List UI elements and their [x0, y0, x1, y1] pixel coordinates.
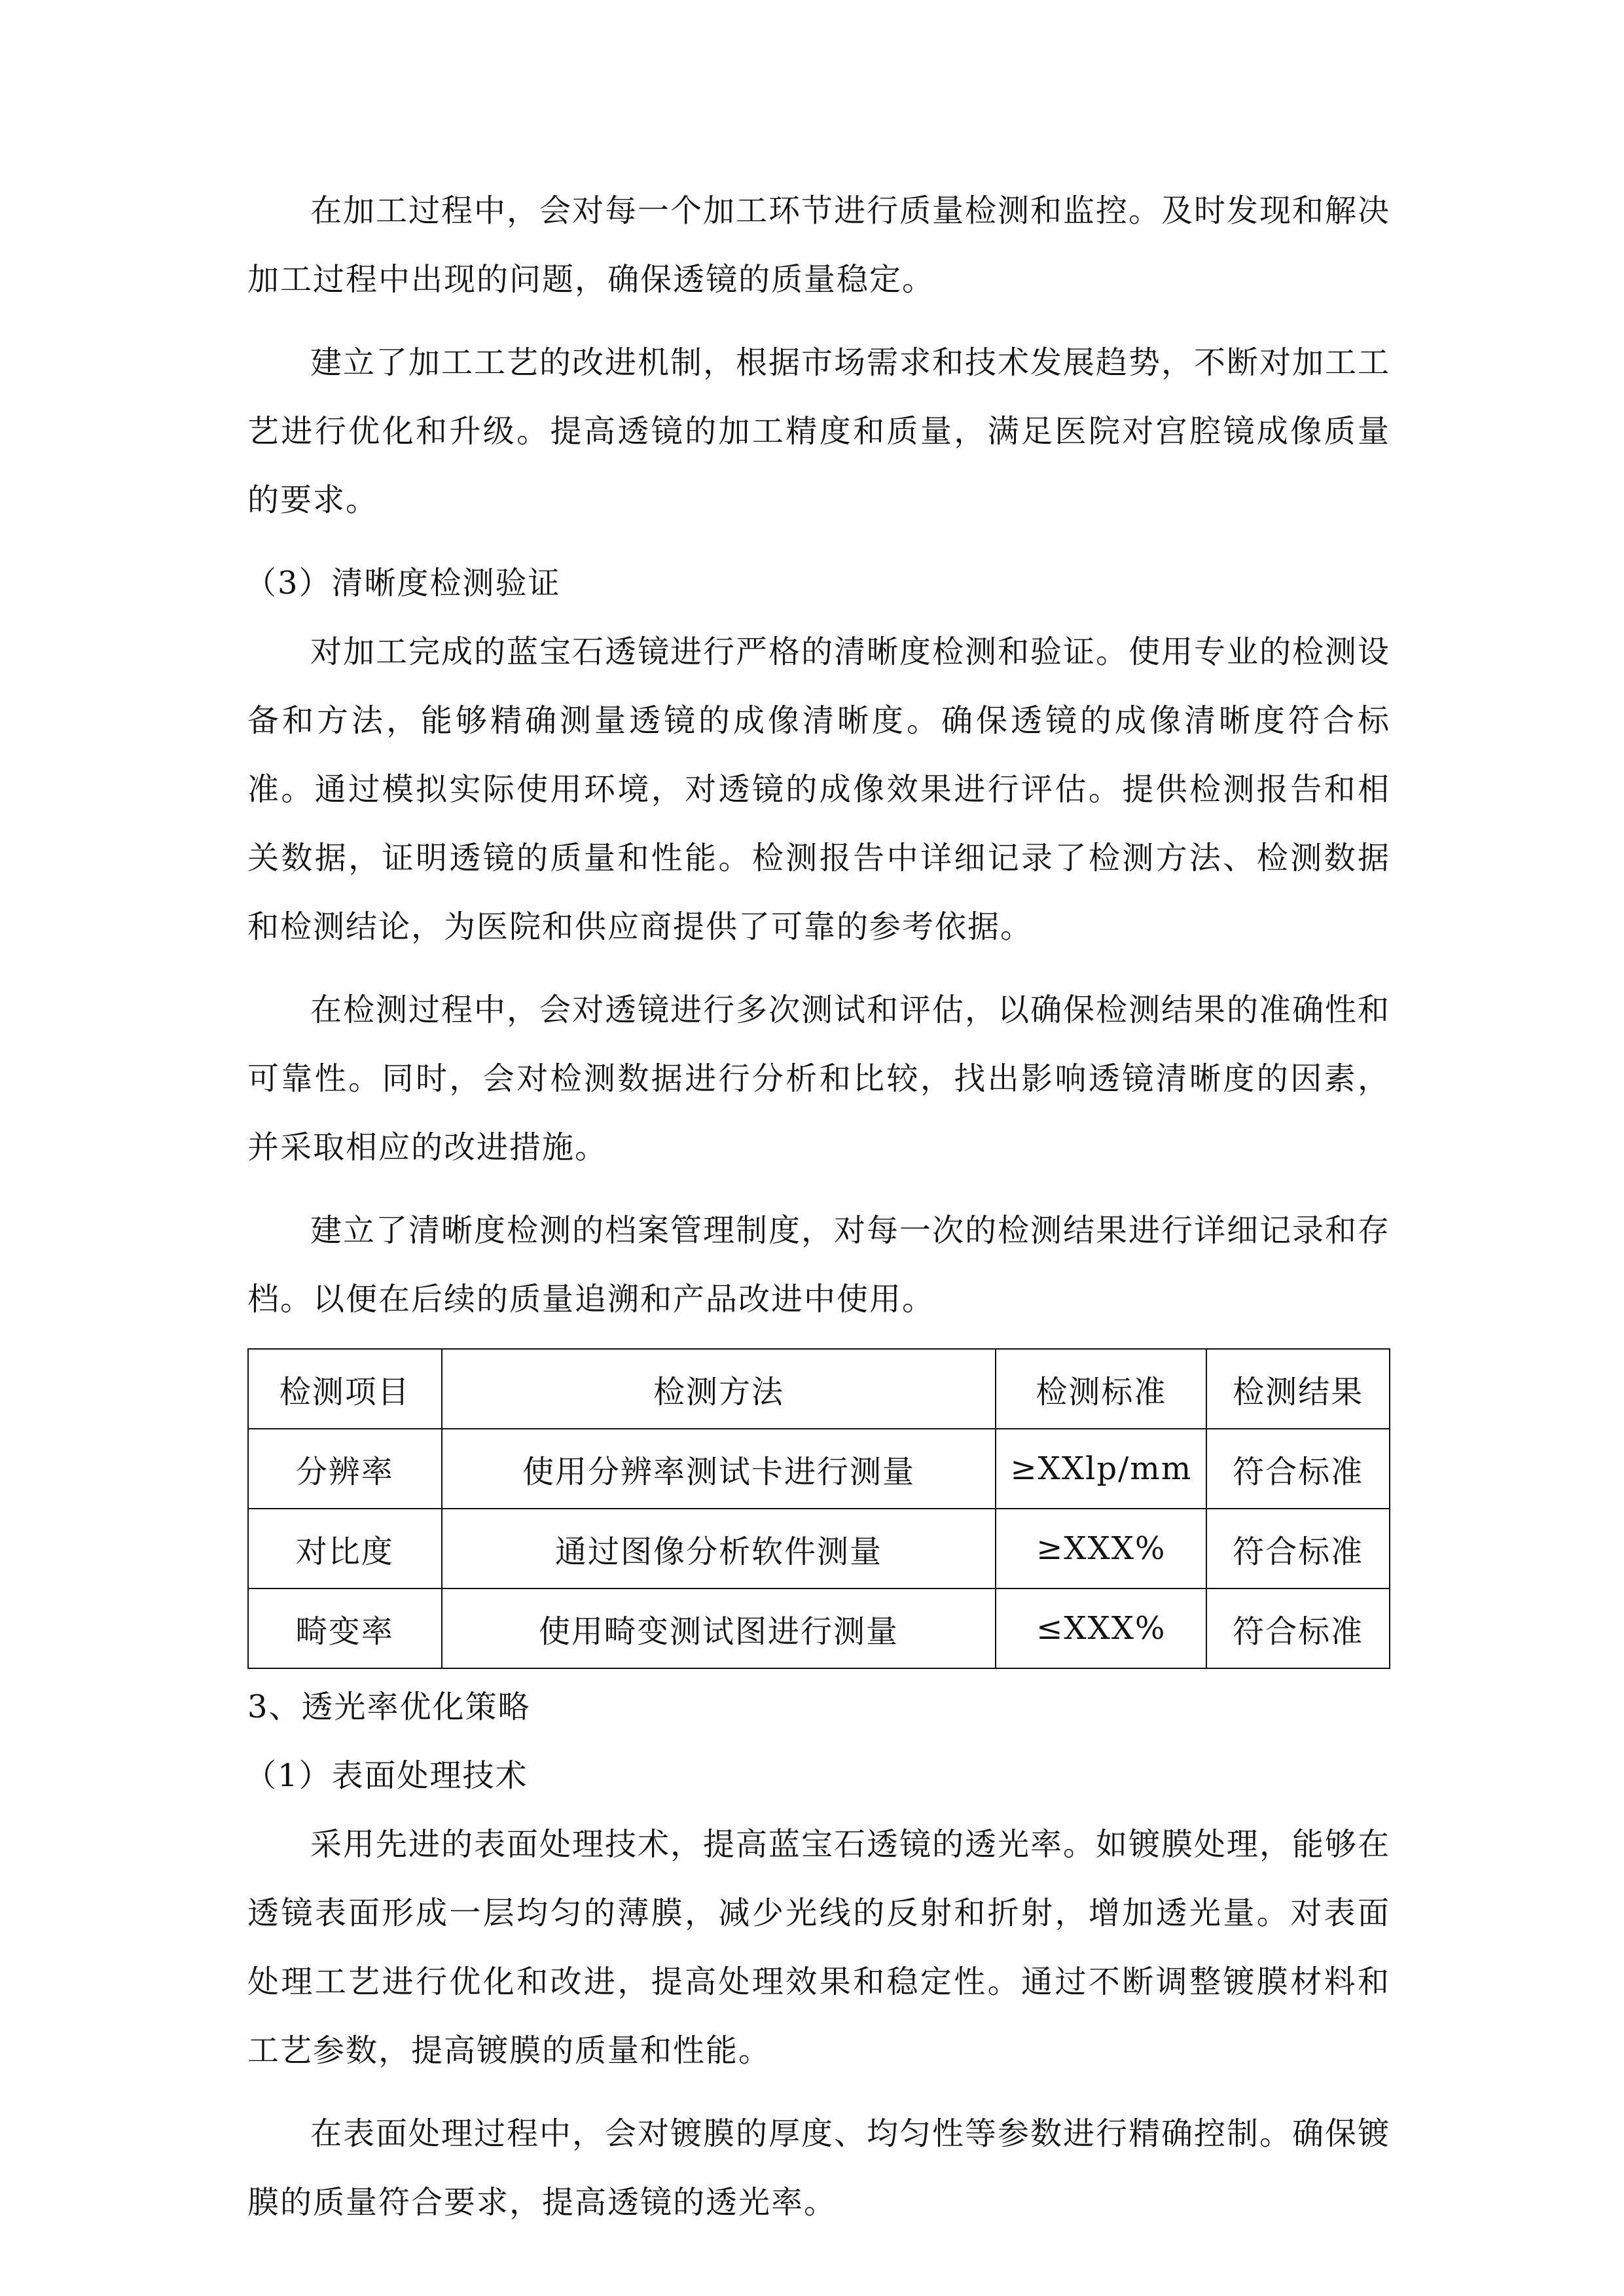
paragraph-archive-system: 建立了清晰度检测的档案管理制度，对每一次的检测结果进行详细记录和存档。以便在后续的质量追溯和产品改进中使用。	[247, 1212, 1391, 1318]
paragraph-clarity-testing: 对加工完成的蓝宝石透镜进行严格的清晰度检测和验证。使用专业的检测设备和方法，能够精确测量透镜的成像清晰度。确保透镜的成像清晰度符合标准。通过模拟实际使用环境，对透镜的成像效果进行评估。提供检测报告和相关数据，证明透镜的质量和性能。检测报告中详细记录了检测方法、检测数据和检测结论，为医院和供应商提供了可靠的参考依据。	[247, 634, 1391, 945]
table-header-cell: 检测方法	[442, 1349, 996, 1429]
table-header-cell: 检测结果	[1206, 1349, 1390, 1429]
table-cell: 符合标准	[1206, 1509, 1390, 1588]
table-cell: ≥XXlp/mm	[996, 1429, 1206, 1509]
table-row	[248, 1588, 1390, 1668]
table-cell: ≥XXX%	[996, 1509, 1206, 1588]
table-cell: 对比度	[248, 1509, 442, 1588]
table-cell: 分辨率	[248, 1429, 442, 1509]
heading-transmittance-strategy: 3、透光率优化策略	[247, 1689, 531, 1725]
paragraph-testing-process: 在检测过程中，会对透镜进行多次测试和评估，以确保检测结果的准确性和可靠性。同时，会对检测数据进行分析和比较，找出影响透镜清晰度的因素，并采取相应的改进措施。	[247, 992, 1391, 1166]
inspection-table	[247, 1348, 1390, 1669]
table-cell: ≤XXX%	[996, 1588, 1206, 1668]
paragraph-process-improvement: 建立了加工工艺的改进机制，根据市场需求和技术发展趋势，不断对加工工艺进行优化和升级。提高透镜的加工精度和质量，满足医院对宫腔镜成像质量的要求。	[247, 344, 1391, 518]
document-page	[247, 177, 1390, 2251]
table-row	[248, 1509, 1390, 1588]
table-header-row	[248, 1349, 1390, 1429]
table-header-cell: 检测标准	[996, 1349, 1206, 1429]
table-row	[248, 1429, 1390, 1509]
table-cell: 使用分辨率测试卡进行测量	[442, 1429, 996, 1509]
table-cell: 符合标准	[1206, 1429, 1390, 1509]
table-header-cell: 检测项目	[248, 1349, 442, 1429]
heading-clarity-verification: （3）清晰度检测验证	[245, 565, 561, 601]
paragraph-coating-technology: 采用先进的表面处理技术，提高蓝宝石透镜的透光率。如镀膜处理，能够在透镜表面形成一层均匀的薄膜，减少光线的反射和折射，增加透光量。对表面处理工艺进行优化和改进，提高处理效果和稳定性。通过不断调整镀膜材料和工艺参数，提高镀膜的质量和性能。	[247, 1826, 1391, 2069]
table-cell: 使用畸变测试图进行测量	[442, 1588, 996, 1668]
heading-surface-treatment: （1）表面处理技术	[245, 1757, 528, 1794]
table-cell: 符合标准	[1206, 1588, 1390, 1668]
table-cell: 畸变率	[248, 1588, 442, 1668]
paragraph-process-monitoring: 在加工过程中，会对每一个加工环节进行质量检测和监控。及时发现和解决加工过程中出现的问题，确保透镜的质量稳定。	[247, 192, 1391, 298]
paragraph-coating-control: 在表面处理过程中，会对镀膜的厚度、均匀性等参数进行精确控制。确保镀膜的质量符合要求，提高透镜的透光率。	[247, 2115, 1391, 2221]
table-cell: 通过图像分析软件测量	[442, 1509, 996, 1588]
